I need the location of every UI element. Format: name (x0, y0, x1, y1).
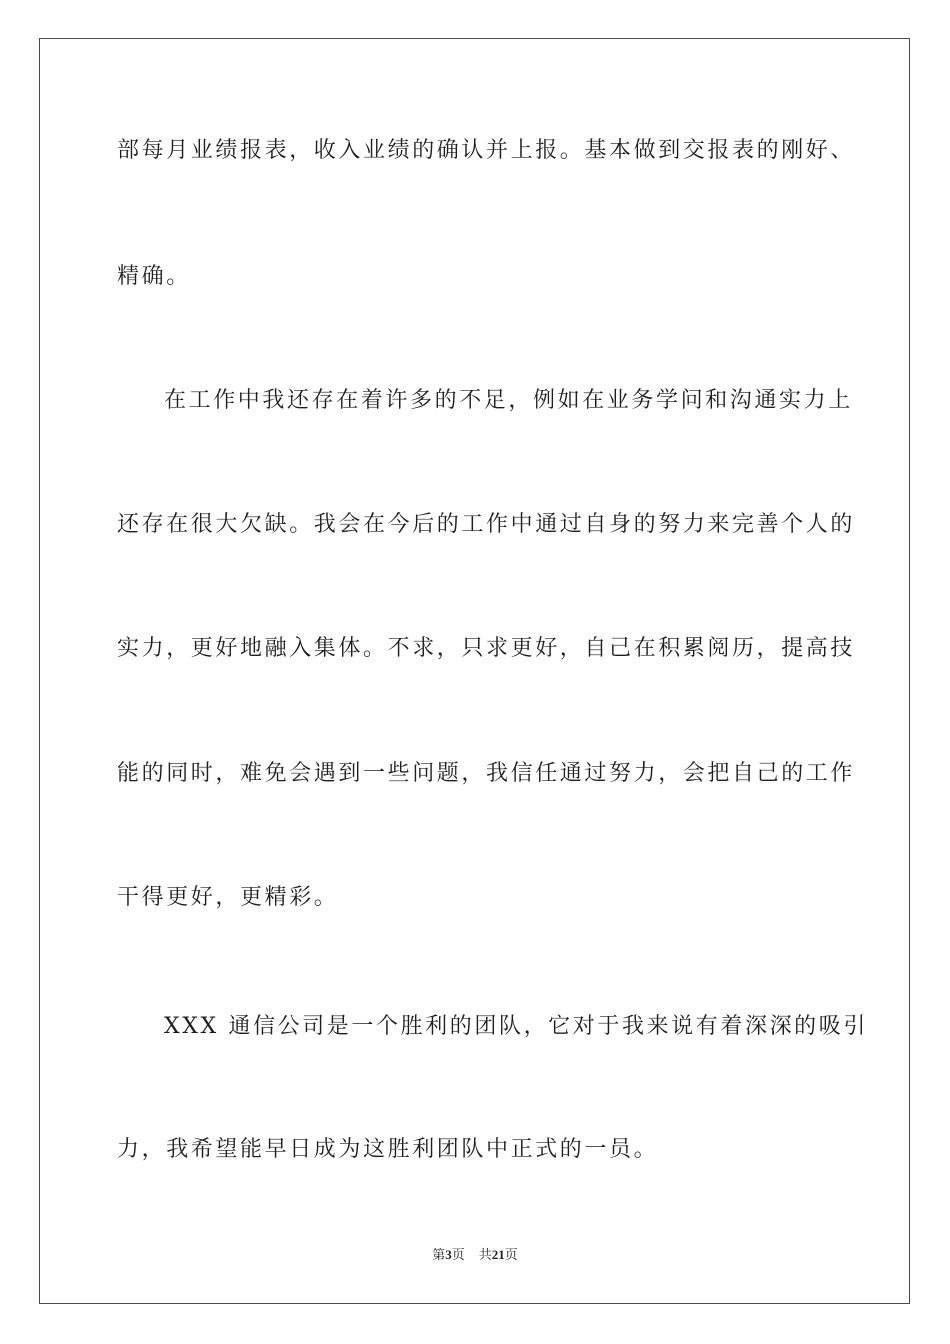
total-suffix: 页 (504, 1247, 518, 1262)
body-line-3: 在工作中我还存在着许多的不足，例如在业务学问和沟通实力上 (164, 388, 853, 413)
body-line-5: 实力，更好地融入集体。不求，只求更好，自己在积累阅历，提高技 (117, 636, 856, 661)
body-line-2: 精确。 (117, 264, 191, 289)
page-suffix: 页 (451, 1247, 465, 1262)
page-footer (0, 1246, 950, 1264)
total-prefix: 共 (478, 1247, 492, 1262)
body-line-8: XXX 通信公司是一个胜利的团队，它对于我来说有着深深的吸引 (164, 1014, 868, 1039)
body-line-1: 部每月业绩报表，收入业绩的确认并上报。基本做到交报表的刚好、 (117, 138, 856, 163)
body-line-6: 能的同时，难免会遇到一些问题，我信任通过努力，会把自己的工作 (117, 761, 856, 786)
body-line-9: 力，我希望能早日成为这胜利团队中正式的一员。 (117, 1137, 659, 1162)
page-number: 3 (445, 1247, 452, 1262)
body-line-7: 干得更好，更精彩。 (117, 885, 339, 910)
total-pages: 21 (491, 1247, 505, 1262)
body-line-4: 还存在很大欠缺。我会在今后的工作中通过自身的努力来完善个人的 (117, 512, 856, 537)
page-border (39, 38, 910, 1304)
page-prefix: 第 (432, 1247, 446, 1262)
